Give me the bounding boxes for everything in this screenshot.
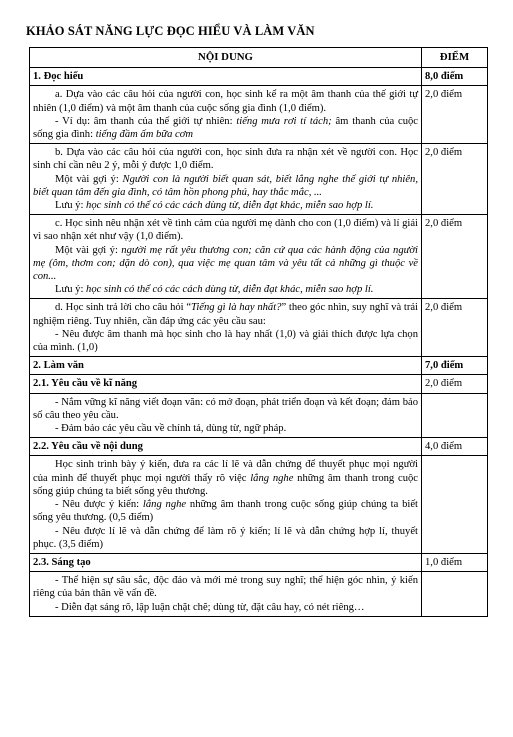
page-title: KHẢO SÁT NĂNG LỰC ĐỌC HIỂU VÀ LÀM VĂN bbox=[26, 24, 315, 38]
text: Học sinh trình bày ý kiến, đưa ra các lí lẽ và dẫn chứng để thuyết phục mọi người của mình để thuyết phục mọi người thấy rõ việc bbox=[33, 459, 418, 484]
text: Một vài gợi ý: bbox=[55, 244, 122, 256]
text-italic: Người con là người biết quan sát, biết lắng nghe thế giới tự nhiên, biết quan tâm đến gia đình, có tâm hồn phong phú, hay thắc mắc, ... bbox=[33, 173, 418, 198]
criterion-note bbox=[33, 283, 418, 296]
subsection-creativity-label: 2.3. Sáng tạo bbox=[30, 553, 422, 571]
text: âm thanh của cuộc sống gia đình: bbox=[33, 115, 418, 141]
criterion-score: 2,0 điểm bbox=[422, 86, 488, 144]
text-italic: Tiếng gì là hay nhất? bbox=[191, 302, 282, 314]
table-row bbox=[30, 215, 488, 299]
requirement-text: - Thể hiện sự sâu sắc, độc đáo và mới mẻ trong suy nghĩ; thể hiện góc nhìn, ý kiến riêng của bản thân về vấn đề. bbox=[33, 575, 418, 600]
requirement-text: - Đảm bảo các yêu cầu về chính tả, dùng từ, ngữ pháp. bbox=[55, 423, 287, 435]
section-reading-score: 8,0 điểm bbox=[422, 68, 488, 86]
criterion-text: c. Học sinh nêu nhận xét về tình cảm của người mẹ dành cho con (1,0 điểm) và lí giải vì sao nhận xét như vậy (1,0 điểm). bbox=[33, 218, 418, 243]
table-row bbox=[30, 299, 488, 357]
subsection-row bbox=[30, 553, 488, 571]
text: d. Học sinh trả lời cho câu hỏi “ bbox=[55, 302, 192, 314]
table-row bbox=[30, 393, 488, 438]
text-italic: lắng nghe bbox=[142, 499, 187, 511]
text: những âm thanh trong cuộc sống giúp chúng ta biết sống yêu thương. bbox=[33, 472, 418, 497]
text: - Ví dụ: âm thanh của thế giới tự nhiên: bbox=[55, 115, 237, 127]
text-italic: học sinh có thể có các cách dùng từ, diễn đạt khác, miễn sao hợp lí. bbox=[86, 284, 374, 296]
table-row bbox=[30, 456, 488, 553]
text-italic: lắng nghe bbox=[250, 472, 294, 484]
criterion-text: b. Dựa vào các câu hỏi của người con, học sinh đưa ra nhận xét về người con. Học sinh chỉ cần nêu 2 ý, mỗi ý được 1,0 điểm. bbox=[33, 147, 418, 172]
criterion-text: a. Dựa vào các câu hỏi của người con, học sinh kể ra một âm thanh của thế giới tự nhiên (1,0 điểm) và một âm thanh của cuộc sống gia đình (1,0 điểm). bbox=[33, 89, 418, 114]
subsection-row bbox=[30, 438, 488, 456]
subsection-creativity-score: 1,0 điểm bbox=[422, 553, 488, 571]
empty-score-cell bbox=[422, 393, 488, 438]
criterion-suggestion bbox=[33, 244, 418, 284]
criterion-b bbox=[30, 144, 422, 215]
text: Một vài gợi ý: bbox=[55, 173, 123, 185]
content-requirements bbox=[30, 456, 422, 553]
scoring-table bbox=[29, 47, 488, 617]
requirement-text: - Nêu được lí lẽ và dẫn chứng để làm rõ ý kiến; lí lẽ và dẫn chứng hợp lí, thuyết phục. (3,5 điểm) bbox=[33, 525, 418, 550]
criterion-note bbox=[33, 199, 418, 212]
criterion-a bbox=[30, 86, 422, 144]
skills-requirements bbox=[30, 393, 422, 438]
header-score: ĐIỂM bbox=[422, 48, 488, 68]
table-header-row bbox=[30, 48, 488, 68]
section-row bbox=[30, 68, 488, 86]
subsection-content-label: 2.2. Yêu cầu về nội dung bbox=[30, 438, 422, 456]
criterion-score: 2,0 điểm bbox=[422, 144, 488, 215]
subsection-skills-score: 2,0 điểm bbox=[422, 375, 488, 393]
text-italic: tiếng mưa rơi tí tách; bbox=[236, 115, 332, 127]
text: Lưu ý: bbox=[55, 200, 87, 212]
table-row bbox=[30, 86, 488, 144]
section-row bbox=[30, 357, 488, 375]
criterion-suggestion bbox=[33, 173, 418, 199]
criterion-requirement: - Nêu được âm thanh mà học sinh cho là hay nhất (1,0) và giải thích được lựa chọn của mình. (1,0) bbox=[33, 328, 418, 354]
text-italic: học sinh có thể có các cách dùng từ, diễn đạt khác, miễn sao hợp lí. bbox=[86, 200, 374, 212]
subsection-content-score: 4,0 điểm bbox=[422, 438, 488, 456]
text: ” theo góc nhìn, suy nghĩ và trải nghiệm riêng. Tuy nhiên, cần đáp ứng các yêu cầu sau: bbox=[33, 302, 418, 327]
criterion-c bbox=[30, 215, 422, 299]
empty-score-cell bbox=[422, 572, 488, 617]
table-row bbox=[30, 572, 488, 617]
text: Lưu ý: bbox=[55, 284, 87, 296]
requirement-text: - Nắm vững kĩ năng viết đoạn văn: có mở đoạn, phát triển đoạn và kết đoạn; đảm bảo số câu theo yêu cầu. bbox=[33, 396, 418, 421]
section-reading-label: 1. Đọc hiểu bbox=[30, 68, 422, 86]
header-content: NỘI DUNG bbox=[30, 48, 422, 68]
text: những âm thanh trong cuộc sống giúp chúng ta biết sống yêu thương. (0,5 điểm) bbox=[33, 499, 418, 524]
text-italic: tiếng đầm ấm bữa cơm bbox=[95, 129, 194, 141]
requirement-text bbox=[33, 498, 418, 524]
criterion-example bbox=[33, 115, 418, 141]
section-writing-label: 2. Làm văn bbox=[30, 357, 422, 375]
requirement-text bbox=[33, 458, 418, 498]
criterion-score: 2,0 điểm bbox=[422, 299, 488, 357]
text: - Nêu được ý kiến: bbox=[55, 499, 143, 511]
subsection-skills-label: 2.1. Yêu cầu về kĩ năng bbox=[30, 375, 422, 393]
text-italic: người mẹ rất yêu thương con; căn cứ qua các hành động của người mẹ (ôm, thơm con; dặn dò con), qua việc mẹ quan tâm và yêu tất cả những gì thuộc về con... bbox=[33, 244, 418, 283]
table-row bbox=[30, 144, 488, 215]
section-writing-score: 7,0 điểm bbox=[422, 357, 488, 375]
criterion-score: 2,0 điểm bbox=[422, 215, 488, 299]
criterion-text bbox=[33, 301, 418, 327]
criterion-d bbox=[30, 299, 422, 357]
requirement-text: - Diễn đạt sáng rõ, lập luận chặt chẽ; dùng từ, đặt câu hay, có nét riêng… bbox=[55, 601, 365, 613]
creativity-requirements bbox=[30, 572, 422, 617]
subsection-row bbox=[30, 375, 488, 393]
empty-score-cell bbox=[422, 456, 488, 553]
